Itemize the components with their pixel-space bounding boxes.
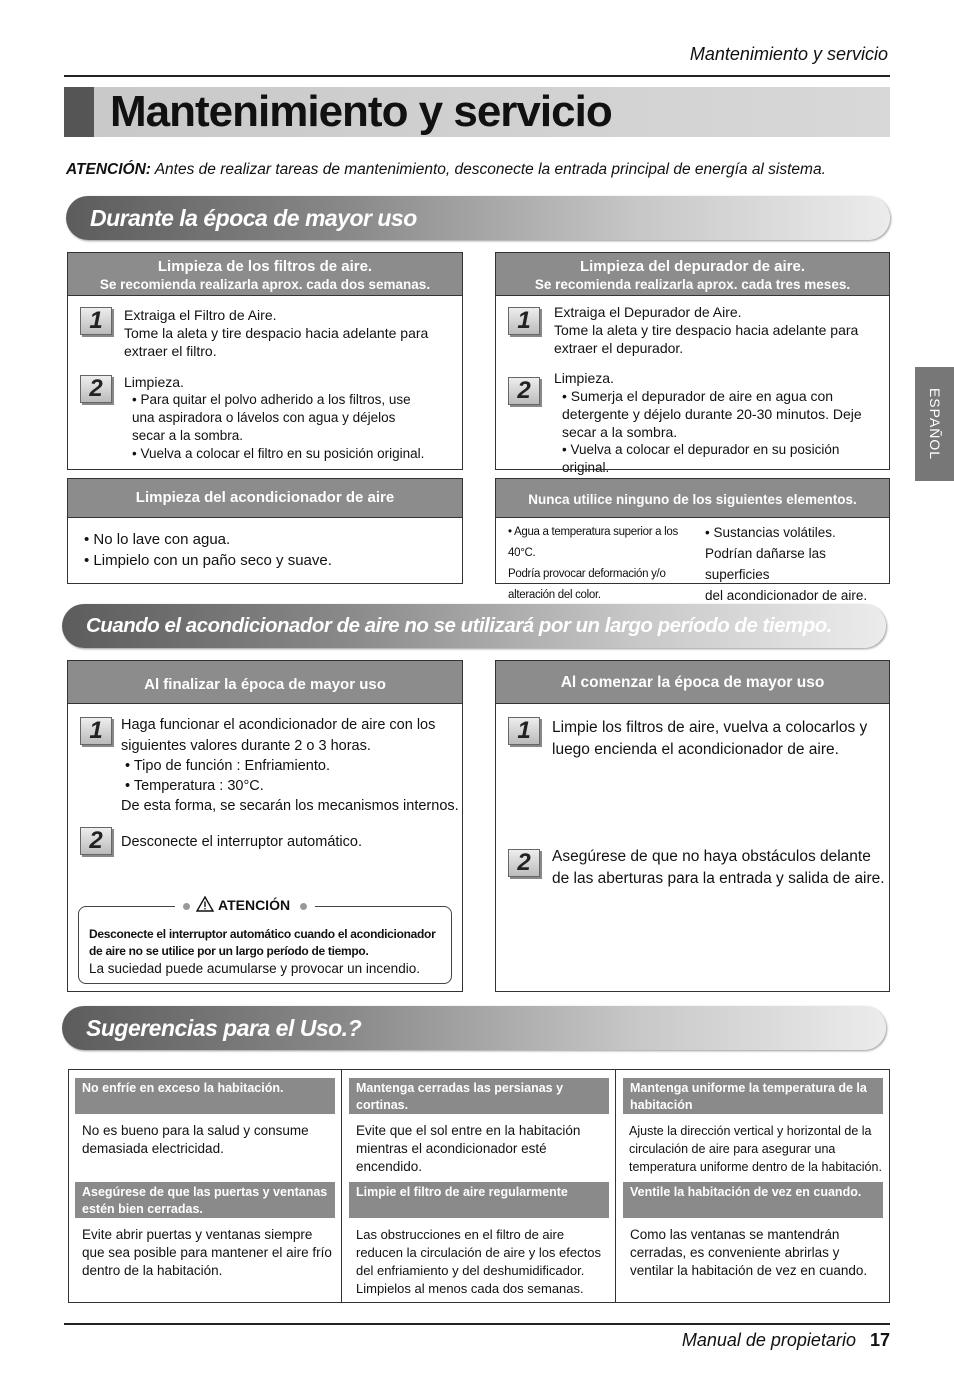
warning-label: ATENCIÓN: <box>66 161 151 178</box>
section-title: Cuando el acondicionador de aire no se utilizará por un largo período de tiempo. <box>86 614 832 637</box>
tip-body: Como las ventanas se mantendrán cerradas, es conveniente abrirlas y ventilar la habitación de vez en cuando. <box>630 1227 868 1278</box>
title-accent-block <box>64 87 94 137</box>
section-usage-tips <box>62 1006 886 1050</box>
start-step2-text: Asegúrese de que no haya obstáculos delante de las aberturas para la entrada y salida de aire. <box>552 848 885 887</box>
language-label: ESPAÑOL <box>926 387 943 461</box>
step-number-2: 2 <box>508 849 540 877</box>
step-number-2: 2 <box>80 827 112 855</box>
box-title: Limpieza del acondicionador de aire <box>68 479 462 518</box>
step-number-1: 1 <box>508 717 540 745</box>
tip-header: Asegúrese de que las puertas y ventanas estén bien cerradas. <box>75 1182 335 1218</box>
box-title: Limpieza del depurador de aire. <box>579 258 806 275</box>
tip-body: Las obstrucciones en el filtro de aire reducen la circulación de aire y los efectos del enfriamiento y del deshumidificador. Limpielos al menos cada dos semanas. <box>356 1227 601 1296</box>
page-title: Mantenimiento y servicio <box>110 87 612 136</box>
dot-icon <box>183 903 190 910</box>
box-header <box>496 253 889 296</box>
caution-header <box>175 895 315 915</box>
section-title: Sugerencias para el Uso.? <box>86 1015 362 1041</box>
season-start-box <box>495 660 890 992</box>
tips-table <box>68 1069 890 1303</box>
box-subtitle: Se recomienda realizarla aprox. cada tres meses. <box>534 277 851 292</box>
warning-text: Antes de realizar tareas de mantenimiento, desconecte la entrada principal de energía al sistema. <box>150 161 826 178</box>
tip-body: Ajuste la dirección vertical y horizontal de la circulación de aire para asegurar una temperatura uniforme dentro de la habitación. <box>629 1124 882 1174</box>
end-bullet-temp: • Temperatura : 30°C. <box>125 778 264 794</box>
dot-icon <box>300 903 307 910</box>
caution-bold-text: Desconecte el interruptor automático cuando el acondicionador de aire no se utilice por un largo período de tiempo. <box>89 927 436 958</box>
filter-cleaning-box <box>67 252 463 470</box>
unit-cleaning-box <box>67 478 463 584</box>
filter-step2-bullet2: • Vuelva a colocar el filtro en su posición original. <box>132 446 425 461</box>
end-note: De esta forma, se secarán los mecanismos internos. <box>121 798 459 814</box>
tip-header: Limpie el filtro de aire regularmente <box>349 1182 609 1218</box>
tip-header: Mantenga cerradas las persianas y cortinas. <box>349 1078 609 1114</box>
step-number-1: 1 <box>80 717 112 745</box>
purifier-cleaning-box <box>495 252 890 475</box>
box-title: Al finalizar la época de mayor uso <box>68 661 462 704</box>
unit-bullet1: • No lo lave con agua. <box>84 531 231 548</box>
caution-label: ATENCIÓN <box>218 897 291 913</box>
footer-rule <box>64 1323 890 1325</box>
language-side-tab <box>915 367 954 481</box>
prohibited-volatile: • Sustancias volátiles. Podrían dañarse las superficies del acondicionador de aire. <box>705 525 868 603</box>
season-end-box <box>67 660 463 992</box>
running-header: Mantenimiento y servicio <box>689 44 888 64</box>
tip-body: No es bueno para la salud y consume demasiada electricidad. <box>82 1123 309 1156</box>
filter-step2-bullet1: • Para quitar el polvo adherido a los filtros, use una aspiradora o lávelos con agua y déjelos secar a la sombra. <box>132 392 411 443</box>
warning-triangle-icon <box>196 896 214 912</box>
column-divider <box>615 1070 616 1302</box>
caution-text: La suciedad puede acumularse y provocar un incendio. <box>89 961 420 976</box>
box-title: Limpieza de los filtros de aire. <box>157 258 373 275</box>
end-step1-text: Haga funcionar el acondicionador de aire con los siguientes valores durante 2 o 3 horas. <box>121 717 436 754</box>
purifier-step2-title: Limpieza. <box>554 370 614 386</box>
section-long-storage <box>62 604 886 648</box>
purifier-step1-text: Extraiga el Depurador de Aire. Tome la aleta y tire despacio hacia adelante para extraer el depurador. <box>554 304 859 356</box>
step-number-2: 2 <box>80 375 112 403</box>
caution-box <box>78 897 452 984</box>
end-step2-text: Desconecte el interruptor automático. <box>121 834 362 850</box>
unit-bullet2: • Limpielo con un paño seco y suave. <box>84 552 332 569</box>
step-number-2: 2 <box>508 377 540 405</box>
page-title-bar <box>64 87 890 137</box>
maintenance-warning <box>66 161 826 179</box>
tip-header: No enfríe en exceso la habitación. <box>75 1078 335 1114</box>
box-subtitle: Se recomienda realizarla aprox. cada dos semanas. <box>99 277 431 292</box>
tip-body: Evite que el sol entre en la habitación mientras el acondicionador esté encendido. <box>356 1123 581 1174</box>
tip-header: Mantenga uniforme la temperatura de la habitación <box>623 1078 883 1114</box>
start-step1-text: Limpie los filtros de aire, vuelva a colocarlos y luego encienda el acondicionador de aire. <box>552 719 868 758</box>
page-number: 17 <box>869 1330 890 1350</box>
purifier-step2-bullet2: • Vuelva a colocar el depurador en su posición original. <box>562 442 840 475</box>
filter-step1-text: Extraiga el Filtro de Aire. Tome la aleta y tire despacio hacia adelante para extraer el filtro. <box>124 307 429 359</box>
prohibited-hot-water: • Agua a temperatura superior a los 40°C. Podría provocar deformación y/o alteración del color. <box>508 526 678 601</box>
filter-step2-title: Limpieza. <box>124 374 184 390</box>
tip-header: Ventile la habitación de vez en cuando. <box>623 1182 883 1218</box>
box-header <box>68 253 462 296</box>
header-rule <box>64 75 890 77</box>
section-title: Durante la época de mayor uso <box>90 205 417 231</box>
prohibited-items-box <box>495 478 890 603</box>
purifier-step2-bullet1: • Sumerja el depurador de aire en agua con detergente y déjelo durante 20-30 minutos. Deje secar a la sombra. <box>562 388 862 440</box>
step-number-1: 1 <box>508 307 540 335</box>
column-divider <box>341 1070 342 1302</box>
box-title: Nunca utilice ninguno de los siguientes elementos. <box>496 479 889 518</box>
section-peak-season <box>66 196 890 240</box>
step-number-1: 1 <box>80 307 112 335</box>
box-title: Al comenzar la época de mayor uso <box>496 661 889 704</box>
end-bullet-mode: • Tipo de función : Enfriamiento. <box>125 758 330 774</box>
tip-body: Evite abrir puertas y ventanas siempre que sea posible para mantener el aire frío dentro de la habitación. <box>82 1227 332 1278</box>
manual-name: Manual de propietario <box>681 1330 856 1350</box>
page-footer <box>682 1330 890 1351</box>
